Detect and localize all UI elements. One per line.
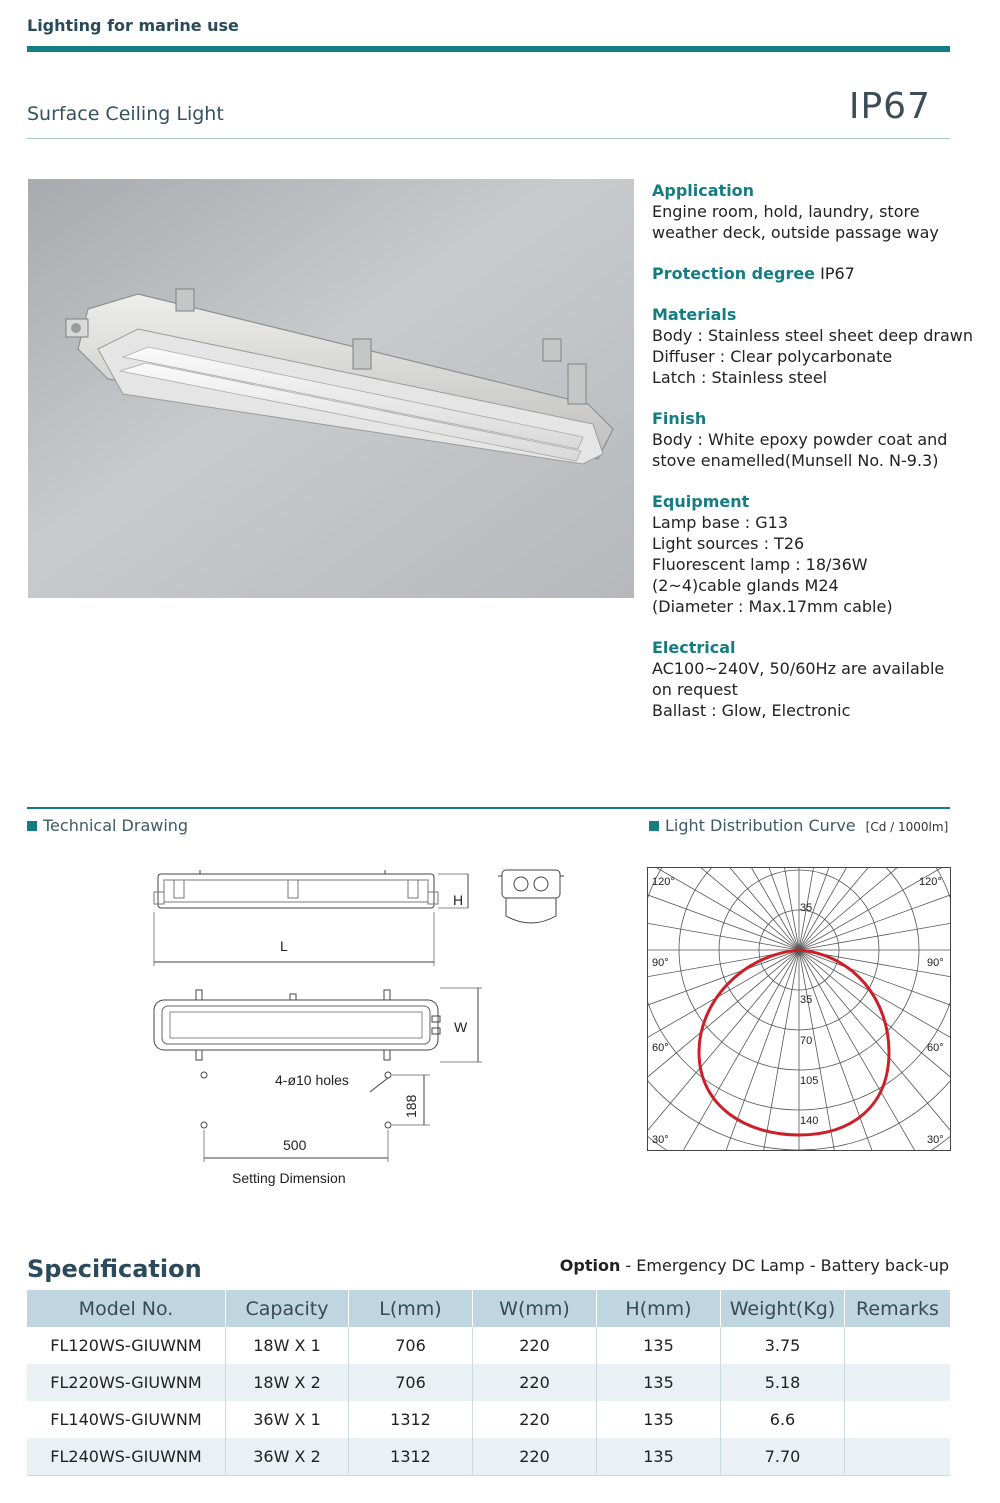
- bullet-square-icon: [27, 821, 37, 831]
- detail-line: Fluorescent lamp : 18/36W: [652, 555, 868, 574]
- detail-line: (Diameter : Max.17mm cable): [652, 597, 893, 616]
- section-divider: [27, 807, 950, 809]
- detail-line: Body : White epoxy powder coat and: [652, 430, 948, 449]
- width-cell: 220: [473, 1438, 597, 1476]
- setting-depth-label: 188: [403, 1094, 419, 1118]
- weight-cell: 3.75: [721, 1327, 845, 1364]
- table-header-row: [27, 1290, 950, 1327]
- specification-title: Specification: [27, 1255, 202, 1283]
- length-cell: 1312: [349, 1438, 473, 1476]
- column-header: Weight(Kg): [721, 1290, 845, 1327]
- detail-line: Ballast : Glow, Electronic: [652, 701, 851, 720]
- column-header: Capacity: [226, 1290, 349, 1327]
- capacity-cell: 36W X 1: [226, 1401, 349, 1438]
- remarks-cell: [845, 1364, 951, 1401]
- detail-line: Body : Stainless steel sheet deep drawn: [652, 326, 974, 345]
- width-cell: 220: [473, 1364, 597, 1401]
- remarks-cell: [845, 1327, 951, 1364]
- light-distribution-chart: [647, 867, 951, 1151]
- light-distribution-title: [649, 816, 948, 835]
- detail-line: (2~4)cable glands M24: [652, 576, 839, 595]
- radial-label: 105: [800, 1075, 819, 1087]
- weight-cell: 6.6: [721, 1401, 845, 1438]
- remarks-cell: [845, 1401, 951, 1438]
- detail-line: stove enamelled(Munsell No. N-9.3): [652, 451, 939, 470]
- application-block: [652, 180, 952, 243]
- column-header: L(mm): [349, 1290, 473, 1327]
- remarks-cell: [845, 1438, 951, 1476]
- ip-rating: IP67: [848, 86, 931, 127]
- weight-cell: 5.18: [721, 1364, 845, 1401]
- radial-label: 35: [800, 902, 813, 914]
- width-cell: 220: [473, 1327, 597, 1364]
- bullet-square-icon: [649, 821, 659, 831]
- radial-label: 140: [800, 1115, 819, 1127]
- technical-drawing-label: Technical Drawing: [43, 816, 189, 835]
- detail-line: Light sources : T26: [652, 534, 805, 553]
- category-title: Lighting for marine use: [27, 16, 239, 35]
- setting-caption: Setting Dimension: [232, 1170, 346, 1186]
- column-header: Model No.: [27, 1290, 226, 1327]
- table-row: [27, 1438, 950, 1476]
- subheader-divider: [27, 138, 950, 139]
- materials-block: [652, 304, 974, 388]
- holes-label: 4-ø10 holes: [275, 1072, 349, 1088]
- light-distribution-unit: [Cd / 1000lm]: [865, 820, 949, 834]
- model-cell: FL120WS-GIUWNM: [27, 1327, 226, 1364]
- detail-line: AC100~240V, 50/60Hz are available: [652, 659, 945, 678]
- angle-label-90-left: 90°: [652, 957, 669, 969]
- capacity-cell: 18W X 2: [226, 1364, 349, 1401]
- electrical-heading: Electrical: [652, 638, 736, 657]
- angle-label-90-right: 90°: [927, 957, 944, 969]
- protection-value: IP67: [815, 264, 855, 283]
- length-cell: 706: [349, 1327, 473, 1364]
- technical-drawing: [140, 860, 500, 1190]
- height-cell: 135: [597, 1364, 721, 1401]
- detail-line: on request: [652, 680, 738, 699]
- radial-label: 35: [800, 994, 813, 1006]
- capacity-cell: 18W X 1: [226, 1327, 349, 1364]
- weight-cell: 7.70: [721, 1438, 845, 1476]
- option-label: Option: [559, 1256, 621, 1275]
- angle-label-60-right: 60°: [927, 1042, 944, 1054]
- option-note: [560, 1256, 949, 1275]
- angle-label-30-left: 30°: [652, 1134, 669, 1146]
- column-header: Remarks: [845, 1290, 951, 1327]
- table-row: [27, 1364, 950, 1401]
- product-name: Surface Ceiling Light: [27, 103, 224, 125]
- technical-drawing-title: [27, 816, 188, 835]
- height-cell: 135: [597, 1438, 721, 1476]
- specification-table: [27, 1290, 950, 1476]
- table-row: [27, 1401, 950, 1438]
- detail-line: Lamp base : G13: [652, 513, 789, 532]
- length-cell: 1312: [349, 1401, 473, 1438]
- radial-label: 70: [800, 1035, 813, 1047]
- finish-block: [652, 408, 952, 471]
- dim-height-label: H: [453, 892, 464, 908]
- protection-heading: Protection degree: [652, 264, 816, 283]
- model-cell: FL240WS-GIUWNM: [27, 1438, 226, 1476]
- header-divider: [27, 46, 950, 52]
- angle-label-60-left: 60°: [652, 1042, 669, 1054]
- height-cell: 135: [597, 1401, 721, 1438]
- angle-label-120-right: 120°: [919, 876, 942, 888]
- product-details: [652, 180, 974, 741]
- light-distribution-label: Light Distribution Curve: [665, 816, 856, 835]
- column-header: W(mm): [473, 1290, 597, 1327]
- detail-line: Diffuser : Clear polycarbonate: [652, 347, 893, 366]
- detail-line: weather deck, outside passage way: [652, 223, 939, 242]
- equipment-heading: Equipment: [652, 492, 750, 511]
- width-cell: 220: [473, 1401, 597, 1438]
- finish-heading: Finish: [652, 409, 707, 428]
- column-header: H(mm): [597, 1290, 721, 1327]
- model-cell: FL140WS-GIUWNM: [27, 1401, 226, 1438]
- application-heading: Application: [652, 181, 755, 200]
- electrical-block: [652, 637, 952, 721]
- materials-heading: Materials: [652, 305, 737, 324]
- length-cell: 706: [349, 1364, 473, 1401]
- end-view-drawing: [498, 866, 564, 932]
- height-cell: 135: [597, 1327, 721, 1364]
- angle-label-120-left: 120°: [652, 876, 675, 888]
- equipment-block: [652, 491, 952, 617]
- dim-width-label: W: [454, 1019, 468, 1035]
- product-photo: [28, 179, 634, 598]
- angle-label-30-right: 30°: [927, 1134, 944, 1146]
- setting-width-label: 500: [283, 1137, 307, 1153]
- option-text: - Emergency DC Lamp - Battery back-up: [620, 1256, 949, 1275]
- capacity-cell: 36W X 2: [226, 1438, 349, 1476]
- detail-line: Engine room, hold, laundry, store: [652, 202, 920, 221]
- model-cell: FL220WS-GIUWNM: [27, 1364, 226, 1401]
- protection-block: [652, 263, 952, 284]
- dim-length-label: L: [280, 938, 288, 954]
- detail-line: Latch : Stainless steel: [652, 368, 828, 387]
- table-row: [27, 1327, 950, 1364]
